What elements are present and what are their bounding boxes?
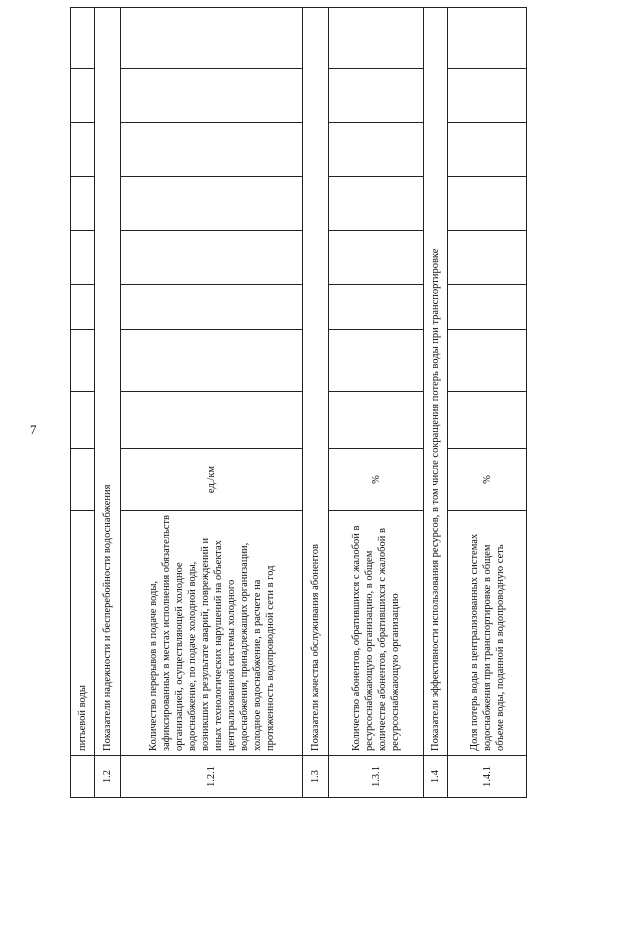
section-title: Показатели качества обслуживания абонентов [303,8,329,756]
section-number: 1.3 [303,756,329,798]
row-number-cell: 1.3.1 [329,756,424,798]
table-row [71,8,95,798]
section-row [303,8,329,798]
table-row [121,8,303,798]
row-description-cell: Количество перерывов в подаче воды, зафиксированных в местах исполнения обязательств организацией, осуществляющей холодное водоснабжение, по подаче холодной воды, возникших в результате аварий, повреждений и иных технологических нарушений на объектах централизованной системы холодного водоснабжения, принадлежащих организации, холодное водоснабжение, в расчете на протяженность водопроводной сети в год [121,511,303,756]
indicators-table [70,7,527,798]
section-number: 1.2 [95,756,121,798]
row-description-cell: питьевой воды [71,511,95,756]
row-number-cell: 1.4.1 [448,756,527,798]
section-title: Показатели эффективности использования ресурсов, в том числе сокращения потерь воды при транспортировке [424,8,448,756]
row-unit-cell: ед./км [121,449,303,511]
table-row [448,8,527,798]
section-number: 1.4 [424,756,448,798]
section-row [95,8,121,798]
section-row [424,8,448,798]
row-description-cell: Доля потерь воды в централизованных системах водоснабжения при транспортировке в общем объеме воды, поданной в водопроводную сеть [448,511,527,756]
table-row [329,8,424,798]
rotated-table-wrapper [70,28,526,798]
rotated-table-area [70,28,640,931]
row-unit-cell: % [448,449,527,511]
row-description-cell: Количество абонентов, обратившихся с жалобой в ресурсоснабжающую организацию, в общем количестве абонентов, обратившихся с жалобой в ресурсоснабжающую организацию [329,511,424,756]
page-number: 7 [30,422,37,437]
row-unit-cell: % [329,449,424,511]
section-title: Показатели надежности и бесперебойности водоснабжения [95,8,121,756]
row-number-cell [71,756,95,798]
row-number-cell: 1.2.1 [121,756,303,798]
